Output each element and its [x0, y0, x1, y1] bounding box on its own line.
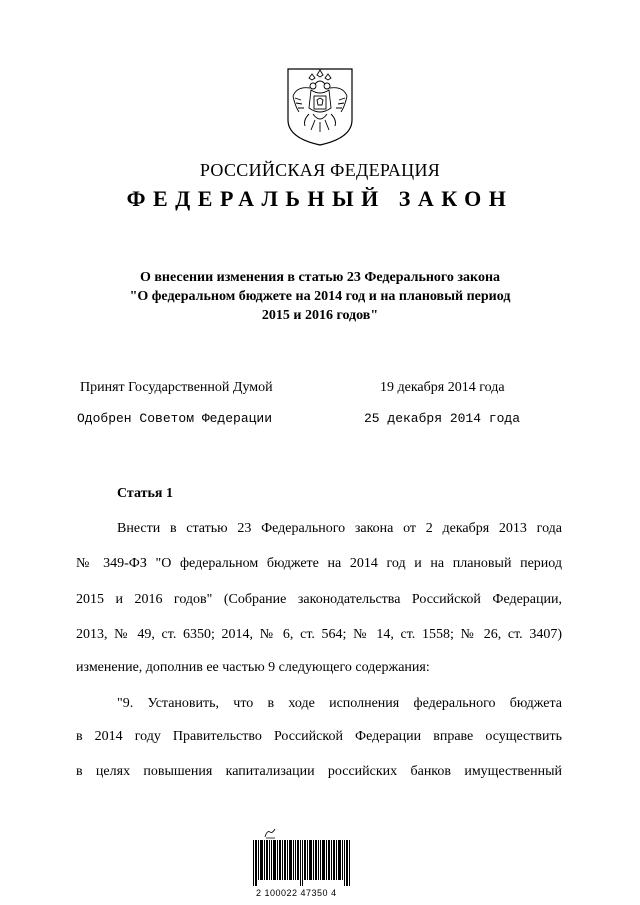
article-text-line: Внести в статью 23 Федерального закона от 2 декабря 2013 года: [117, 521, 562, 536]
registration-mark-icon: [263, 826, 277, 840]
approved-by-council-date: 25 декабря 2014 года: [364, 411, 521, 426]
law-title-line: "О федеральном бюджете на 2014 год и на плановый период: [129, 289, 511, 304]
law-title-line: 2015 и 2016 годов": [261, 308, 379, 323]
adopted-by-duma-date: 19 декабря 2014 года: [380, 380, 505, 395]
document-type: ФЕДЕРАЛЬНЫЙ ЗАКОН: [126, 186, 514, 211]
adopted-by-duma-label: Принят Государственной Думой: [80, 380, 273, 395]
article-text-line: в целях повышения капитализации российских банков имущественный: [76, 764, 562, 779]
article-text-line: № 349-ФЗ "О федеральном бюджете на 2014 год и на плановый период: [76, 556, 562, 571]
article-text-line: 2013, № 49, ст. 6350; 2014, № 6, ст. 564; № 14, ст. 1558; № 26, ст. 3407): [76, 627, 562, 642]
article-text-line: в 2014 году Правительство Российской Федерации вправе осуществить: [76, 729, 562, 744]
barcode-number: 2 100022 47350 4: [256, 888, 337, 898]
law-title-line: О внесении изменения в статью 23 Федерального закона: [139, 270, 501, 285]
article-heading: Статья 1: [117, 486, 173, 501]
coat-of-arms-emblem: [287, 68, 353, 146]
barcode: [253, 840, 351, 886]
approved-by-council-label: Одобрен Советом Федерации: [77, 411, 273, 426]
article-text-line: "9. Установить, что в ходе исполнения федерального бюджета: [117, 696, 562, 711]
article-text-line: 2015 и 2016 годов" (Собрание законодательства Российской Федерации,: [76, 592, 562, 607]
law-title: [80, 268, 560, 325]
country-name: РОССИЙСКАЯ ФЕДЕРАЦИЯ: [199, 160, 441, 180]
article-text-line: изменение, дополнив ее частью 9 следующего содержания:: [76, 660, 430, 675]
